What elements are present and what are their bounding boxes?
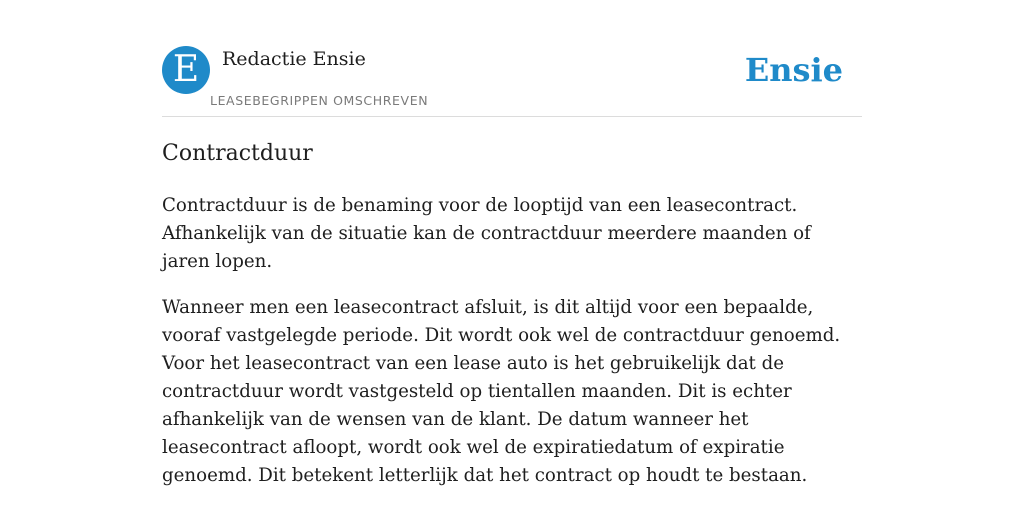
article-title: Contractduur <box>162 141 313 166</box>
article-paragraph: Wanneer men een leasecontract afsluit, is dit altijd voor een bepaalde, vooraf vastgelegde periode. Dit wordt ook wel de contractduur genoemd. Voor het leasecontract van een lease auto is het gebruikelijk dat de contractduur wordt vastgesteld op tientallen maanden. Dit is echter afhankelijk van de wensen van de klant. De datum wanneer het leasecontract afloopt, wordt ook wel de expiratiedatum of expiratie genoemd. Dit betekent letterlijk dat het contract op houdt te bestaan. <box>162 297 841 486</box>
ensie-logo-icon[interactable]: E <box>162 46 210 94</box>
brand-logo[interactable]: Ensie <box>744 51 843 89</box>
article-paragraph: Contractduur is de benaming voor de looptijd van een leasecontract. Afhankelijk van de situatie kan de contractduur meerdere maanden of jaren lopen. <box>162 195 811 272</box>
author-name[interactable]: Redactie Ensie <box>222 48 366 70</box>
category-label[interactable]: LEASEBEGRIPPEN OMSCHREVEN <box>210 93 429 108</box>
article-body <box>162 192 862 508</box>
page-header <box>162 46 862 117</box>
